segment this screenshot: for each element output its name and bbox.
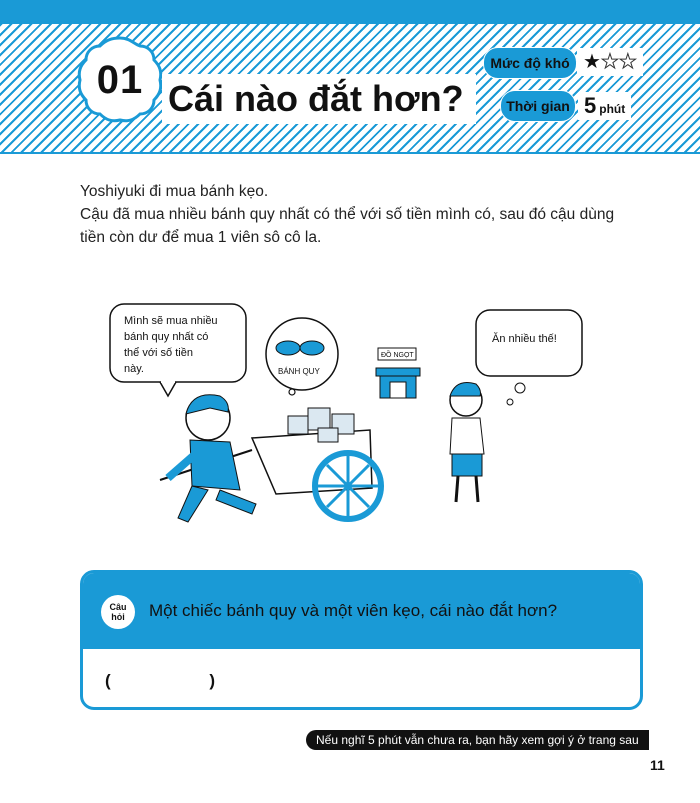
difficulty-label-pill [483, 47, 577, 79]
question-text: Một chiếc bánh quy và một viên kẹo, cái nào đắt hơn? [149, 601, 558, 620]
page-number: 11 [650, 757, 665, 773]
speech-bubble-left [110, 304, 246, 396]
speech-left-line-1: Mình sẽ mua nhiều [124, 315, 218, 327]
cookie-icon [276, 341, 300, 355]
question-badge-line-1: Câu [109, 602, 127, 612]
cookie-icon [300, 341, 324, 355]
time-label: Thời gian [506, 98, 570, 114]
boy-pulling-icon [168, 395, 256, 522]
star-empty-icon: ★ [618, 51, 637, 73]
answer-close-paren: ) [209, 671, 215, 690]
answer-open-paren: ( [105, 671, 111, 690]
intro-line-2: Cậu đã mua nhiều bánh quy nhất có thể với số tiền mình có, sau đó cậu dùng tiền còn dư để mua 1 viên sô cô la. [80, 206, 615, 246]
speech-bubble-right [476, 310, 582, 405]
question-badge [101, 595, 135, 629]
page-title: Cái nào đắt hơn? [168, 78, 464, 119]
sweet-shop-icon [376, 348, 420, 398]
shop-sign: ĐỒ NGỌT [381, 352, 414, 359]
intro-line-1: Yoshiyuki đi mua bánh kẹo. [80, 183, 269, 200]
problem-number: 01 [96, 57, 144, 102]
title-box [162, 74, 476, 124]
intro-text [80, 180, 640, 249]
boy-standing-icon [450, 383, 484, 503]
time-box [578, 92, 631, 120]
difficulty-label: Mức độ khó [490, 55, 570, 71]
star-empty-icon: ★ [600, 51, 619, 73]
problem-number-badge [74, 34, 166, 126]
time-unit: phút [599, 102, 626, 116]
time-value: 5 [584, 93, 597, 118]
cookie-label: BÁNH QUY [278, 367, 320, 376]
time-label-pill [500, 90, 576, 122]
star-filled-icon: ★ [583, 51, 601, 73]
difficulty-stars [577, 48, 643, 76]
speech-left-line-4: này. [124, 363, 144, 375]
speech-left-line-2: bánh quy nhất có [124, 331, 209, 343]
speech-left-line-3: thể với số tiền [124, 347, 193, 359]
answer-blank[interactable] [105, 671, 215, 691]
top-bar [0, 0, 700, 24]
illustration [80, 290, 620, 550]
question-badge-line-2: hỏi [111, 612, 125, 622]
hint-note: Nếu nghĩ 5 phút vẫn chưa ra, bạn hãy xem gợi ý ở trang sau [306, 730, 649, 750]
cookie-thought-bubble [266, 318, 338, 395]
speech-right-text: Ăn nhiều thế! [492, 333, 557, 345]
question-header [83, 573, 640, 649]
question-box [80, 570, 643, 710]
